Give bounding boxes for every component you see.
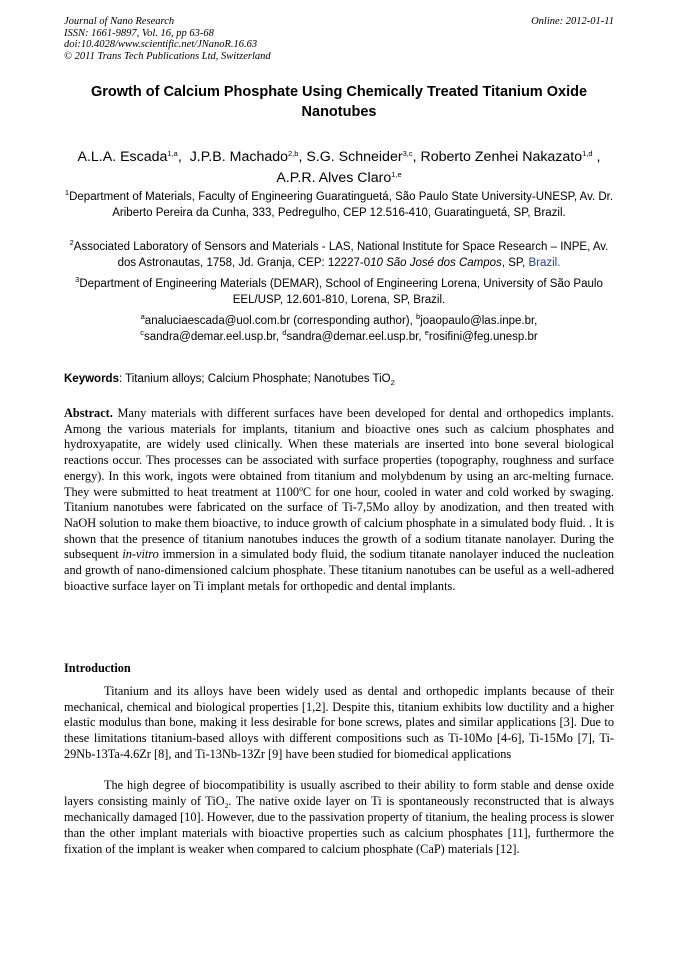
email-list <box>60 314 618 345</box>
aff-city: 10 São José dos Campos <box>370 256 502 269</box>
author-sup: 1,e <box>391 169 402 179</box>
journal-copyright: © 2011 Trans Tech Publications Ltd, Switzerland <box>64 50 271 62</box>
abstract <box>64 406 614 594</box>
abstract-text: Many materials with different surfaces have been developed for dental and orthopedics implants. Among the various materials for implants, titanium and bioactive ones such as calcium phosphates and hydroxyapatite, are widely used clinically. When these materials are inserted into bone several biological reactions occur. Thes processes can be associated with surface properties (topography, roughness and surface energy). In this work, ingots were obtained from titanium and molybdenum by using an arc-melting furnace. They were submitted to heat treatment at 1100ºC for one hour, cooled in water and cold worked by swaging. Titanium nanotubes were fabricated on the surface of Ti-7,5Mo alloy by anodization, and then treated with NaOH solution to make them bioactive, to induce growth of calcium phosphate in a simulated body fluid. . It is shown that the presence of titanium nanotubes induces the growth of a sodium titanate nanolayer. During the subsequent <box>64 406 614 562</box>
aff-sup: 2 <box>69 238 74 247</box>
email-sup: b <box>416 312 421 321</box>
author-name: A.P.R. Alves Claro <box>276 169 392 186</box>
aff-sup: 3 <box>75 275 80 284</box>
email-sup: a <box>140 312 145 321</box>
intro-paragraph-2 <box>64 778 614 858</box>
keywords <box>64 372 395 387</box>
email-link[interactable]: joaopaulo@las.inpe.br, <box>420 315 538 327</box>
affiliation-1 <box>60 190 618 221</box>
email-link[interactable]: analuciaescada@uol.com.br (corresponding author), <box>144 315 413 327</box>
author-sup: 3,c <box>402 149 413 158</box>
intro-p2-text-2: . The native oxide layer on Ti is spontaneously reconstructed that is always mechanically damaged [10]. However, due to the passivation property of titanium, the healing process is slower than the other implant materials with bioactive properties such as calcium phosphates [11], furthermore the fixation of the implant is weaker when compared to calcium phosphate (CaP) materials [12]. <box>64 793 614 856</box>
intro-p2-text: The high degree of biocompatibility is usually ascribed to their ability to form stable and dense oxide layers consisting mainly of TiO <box>64 778 614 808</box>
aff-text: Department of Materials, Faculty of Engineering Guaratinguetá, São Paulo State University-UNESP, Av. Dr. Ariberto Pereira da Cunha, 333, Pedregulho, CEP 12.516-410, Guaratinguetá, SP, Brazil. <box>69 191 614 219</box>
email-sup: d <box>282 327 287 337</box>
journal-doi: doi:10.4028/www.scientific.net/JNanoR.16.63 <box>64 39 258 50</box>
aff-country: Brazil. <box>528 256 561 269</box>
abstract-italic: in-vitro <box>122 547 159 562</box>
author-name: Roberto Zenhei Nakazato <box>420 149 583 165</box>
online-date: Online: 2012-01-11 <box>531 16 614 27</box>
keywords-sub: 2 <box>390 378 395 387</box>
email-sup: c <box>140 327 145 337</box>
author-sup: 1,d <box>582 149 593 158</box>
aff-sup: 1 <box>64 188 70 197</box>
keywords-text: : Titanium alloys; Calcium Phosphate; Nanotubes TiO <box>118 373 391 385</box>
affiliation-2 <box>60 240 618 271</box>
email-link[interactable]: sandra@demar.eel.usp.br, <box>144 330 280 343</box>
abstract-text-2: immersion in a simulated body fluid, the sodium titanate nanolayer induced the nucleation and growth of nano-dimensioned calcium phosphate. These titanium nanotubes can be useful as a well-adhered bioactive surface layer on Ti implant metals for orthopedic and dental implants. <box>64 547 614 593</box>
aff-text: Associated Laboratory of Sensors and Materials - LAS, National Institute for Space Research – INPE, Av. dos Astronautas, 1758, Jd. Granja, CEP: 12227-0 <box>73 241 609 269</box>
journal-name: Journal of Nano Research <box>64 16 175 27</box>
intro-p2-sub: 2 <box>224 800 229 810</box>
journal-header <box>64 16 271 62</box>
author-name: A.L.A. Escada <box>77 149 168 165</box>
author-list: A.L.A. Escada$^{1,a}$, J.P.B. Machado$^{2,b}$, S.G. Schneider$^{3,c}$, Roberto Zenhei Nakazato$^{1,d}$ , A.P.R. Alves Claro$^{1,e}$ <box>77 149 601 186</box>
author-sup: 2,b <box>288 149 299 158</box>
intro-paragraph-1: Titanium and its alloys have been widely used as dental and orthopedic implants because of their mechanical, chemical and biological properties [1,2]. Despite this, titanium exhibits low ductility and a higher elastic modulus than bone, making it less desirable for bone screws, plates and similar applications [3]. Due to these limitations titanium-based alloys with different compositions such as Ti-10Mo [4-6], Ti-15Mo [7], Ti-29Nb-13Ta-4.6Zr [8], and Ti-13Nb-13Zr [9] have been studied for biomedical applications <box>64 684 614 761</box>
email-link[interactable]: rosifini@feg.unesp.br <box>428 330 538 343</box>
aff-text: Department of Engineering Materials (DEMAR), School of Engineering Lorena, University of São Paulo EEL/USP, 12.601-810, Lorena, SP, Brazil. <box>79 278 603 306</box>
keywords-label: Keywords <box>64 373 119 385</box>
paper-title: Growth of Calcium Phosphate Using Chemically Treated Titanium Oxide Nanotubes <box>90 84 588 120</box>
author-sup: 1,a <box>167 149 178 158</box>
author-name: J.P.B. Machado <box>189 149 289 165</box>
email-link[interactable]: sandra@demar.eel.usp.br, <box>286 330 422 343</box>
aff-state: , SP, <box>501 256 529 269</box>
section-heading: Introduction <box>64 661 131 675</box>
author-name: S.G. Schneider <box>306 149 403 165</box>
email-sup: e <box>424 327 429 337</box>
affiliation-3 <box>60 277 618 308</box>
abstract-label: Abstract. <box>64 406 113 420</box>
journal-issn: ISSN: 1661-9897, Vol. 16, pp 63-68 <box>64 27 214 39</box>
